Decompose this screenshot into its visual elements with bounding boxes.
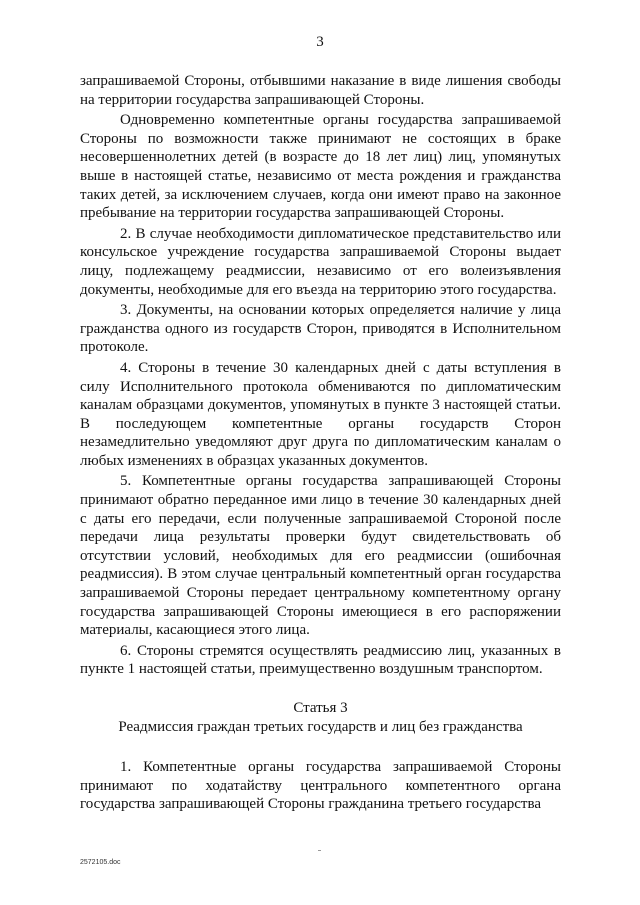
paragraph-continuation: запрашиваемой Стороны, отбывшими наказание в виде лишения свободы на территории государства запрашивающей Стороны.	[80, 73, 561, 108]
paragraph-item-6: 6. Стороны стремятся осуществлять реадмиссию лиц, указанных в пункте 1 настоящей статьи, преимущественно воздушным транспортом.	[80, 642, 561, 678]
document-body	[80, 72, 561, 816]
article-paragraph-item-1: 1. Компетентные органы государства запрашиваемой Стороны принимают по ходатайству центрального компетентного органа государства запрашивающей Стороны гражданина третьего государства	[80, 759, 561, 813]
paragraph-item-3: 3. Документы, на основании которых определяется наличие у лица гражданства одного из государств Сторон, приводятся в Исполнительном протоколе.	[80, 302, 561, 356]
paragraph-item-4: 4. Стороны в течение 30 календарных дней с даты вступления в силу Исполнительного протокола обмениваются по дипломатическим каналам образцами документов, упомянутых в пункте 3 настоящей статьи. В последующем компетентные органы государств Сторон незамедлительно уведомляют друг друга по дипломатическим каналам о любых изменениях в образцах указанных документов.	[80, 359, 561, 469]
paragraph-item-2: 2. В случае необходимости дипломатическое представительство или консульское учреждение государства запрашиваемой Стороны выдает лицу, подлежащему реадмиссии, независимо от его волеизъявления документы, необходимые для его въезда на территорию этого государства.	[80, 225, 561, 298]
article-subtitle: Реадмиссия граждан третьих государств и лиц без гражданства	[118, 718, 523, 735]
article-heading: Статья 3	[293, 700, 348, 716]
paragraph-item-5: 5. Компетентные органы государства запрашивающей Стороны принимают обратно переданное ими лицо в течение 30 календарных дней с даты его передачи, если полученные запрашиваемой Стороной после передачи лица результаты проверки будут свидетельствовать об отсутствии условий, необходимых для его реадмиссии (ошибочная реадмиссия). В этом случае центральный компетентный орган государства запрашиваемой Стороны передает центральному компетентному органу государства запрашивающей Стороны имеющиеся в его распоряжении материалы, касающиеся этого лица.	[80, 473, 561, 639]
page-number: 3	[316, 34, 324, 50]
footer-dot-mark	[318, 850, 321, 851]
footer-filename: 2572105.doc	[80, 859, 121, 866]
paragraph-minor-children: Одновременно компетентные органы государства запрашиваемой Стороны по возможности также принимают не состоящих в браке несовершеннолетних детей (в возрасте до 18 лет лиц) лиц, упомянутых выше в настоящей статье, независимо от места рождения и гражданства таких детей, за исключением случаев, когда они имеют право на законное пребывание на территории государства запрашивающей Стороны.	[80, 112, 561, 222]
